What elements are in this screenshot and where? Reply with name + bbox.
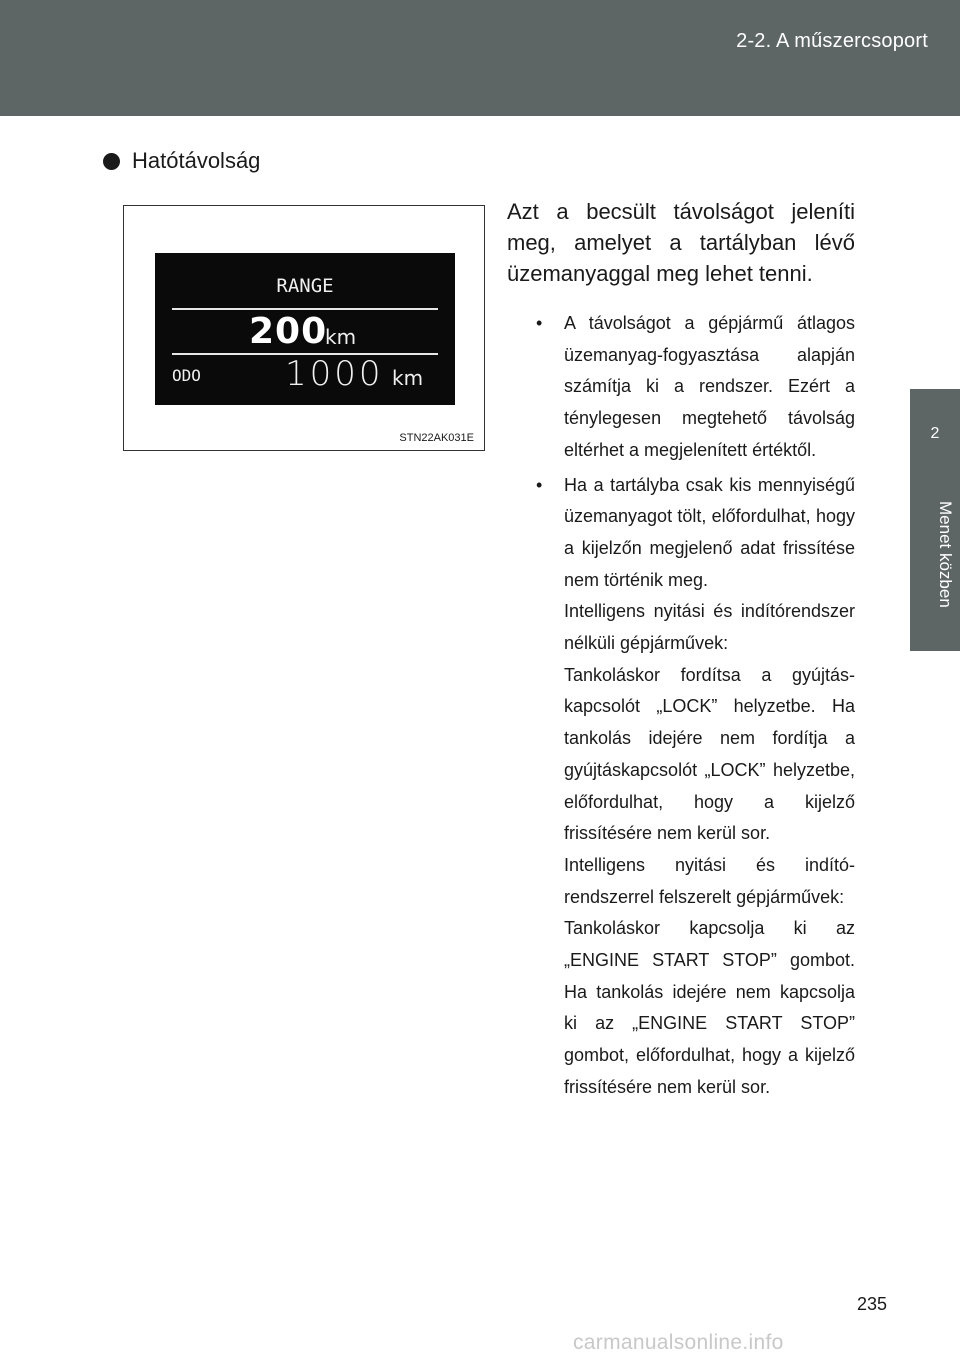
display-range-value: 200: [249, 311, 328, 352]
display-range-label: RANGE: [276, 275, 334, 297]
watermark: carmanualsonline.info: [573, 1331, 784, 1354]
bullet-icon: •: [536, 313, 543, 333]
note-paragraph: Tankoláskor kapcsolja ki az „ENGINE START STOP” gombot. Ha tankolás idejére nem kapcsolja ki az „ENGINE START STOP” gombot, előfordulhat, hogy a kijelző frissítésére nem kerül sor.: [564, 918, 855, 1097]
bullet-icon: •: [536, 474, 543, 495]
section-heading-text: Hatótávolság: [132, 148, 261, 173]
note-paragraph: Tankoláskor fordítsa a gyújtáskapcsolót „LOCK” helyzetbe. Ha tankolás idejére nem fordítja a gyújtáskapcsolót „LOCK” helyzetbe, előfordulhat, hogy a kijelző frissítésére nem kerül sor.: [564, 664, 855, 844]
range-display-figure: [123, 205, 485, 451]
chapter-tab-number: 2: [930, 425, 940, 442]
display-odo-value: 1000: [285, 354, 384, 394]
note-item: [536, 308, 855, 467]
note-paragraph: Intelligens nyitási és indítórendszer nélküli gépjárművek:: [564, 601, 855, 654]
note-item: [536, 470, 855, 1104]
page-number: 235: [857, 1294, 888, 1314]
display-range-unit: km: [325, 325, 357, 349]
display-odo-unit: km: [392, 366, 424, 390]
intro-paragraph: Azt a becsült távolságot jeleníti meg, amelyet a tartályban lévő üzemanyaggal meg lehet tenni.: [507, 199, 855, 286]
multi-info-display: [155, 253, 455, 405]
note-paragraph: A távolságot a gépjármű átlagos üzemanyag-fogyasztása alapján számítja ki a rendszer. Ezért a ténylegesen megtehető távolság eltérhet a megjelenített értéktől.: [564, 313, 855, 460]
note-paragraph: Intelligens nyitási és indítórendszerrel felszerelt gépjárművek:: [564, 854, 855, 907]
figure-code: STN22AK031E: [399, 432, 474, 444]
display-odo-label: ODO: [172, 366, 201, 385]
chapter-tab: [910, 389, 960, 651]
chapter-tab-label: Menet közben: [936, 501, 955, 608]
header-title: 2-2. A műszercsoport: [736, 30, 928, 52]
header-bar: [0, 0, 960, 116]
section-heading: [103, 148, 260, 174]
display-divider-top: [172, 308, 438, 310]
filled-circle-icon: [103, 153, 120, 170]
notes-list: [536, 308, 855, 1104]
note-paragraph: Ha a tartályba csak kis mennyiségű üzemanyagot tölt, előfordulhat, hogy a kijelzőn megjelenő adat frissítése nem történik meg.: [564, 474, 855, 590]
